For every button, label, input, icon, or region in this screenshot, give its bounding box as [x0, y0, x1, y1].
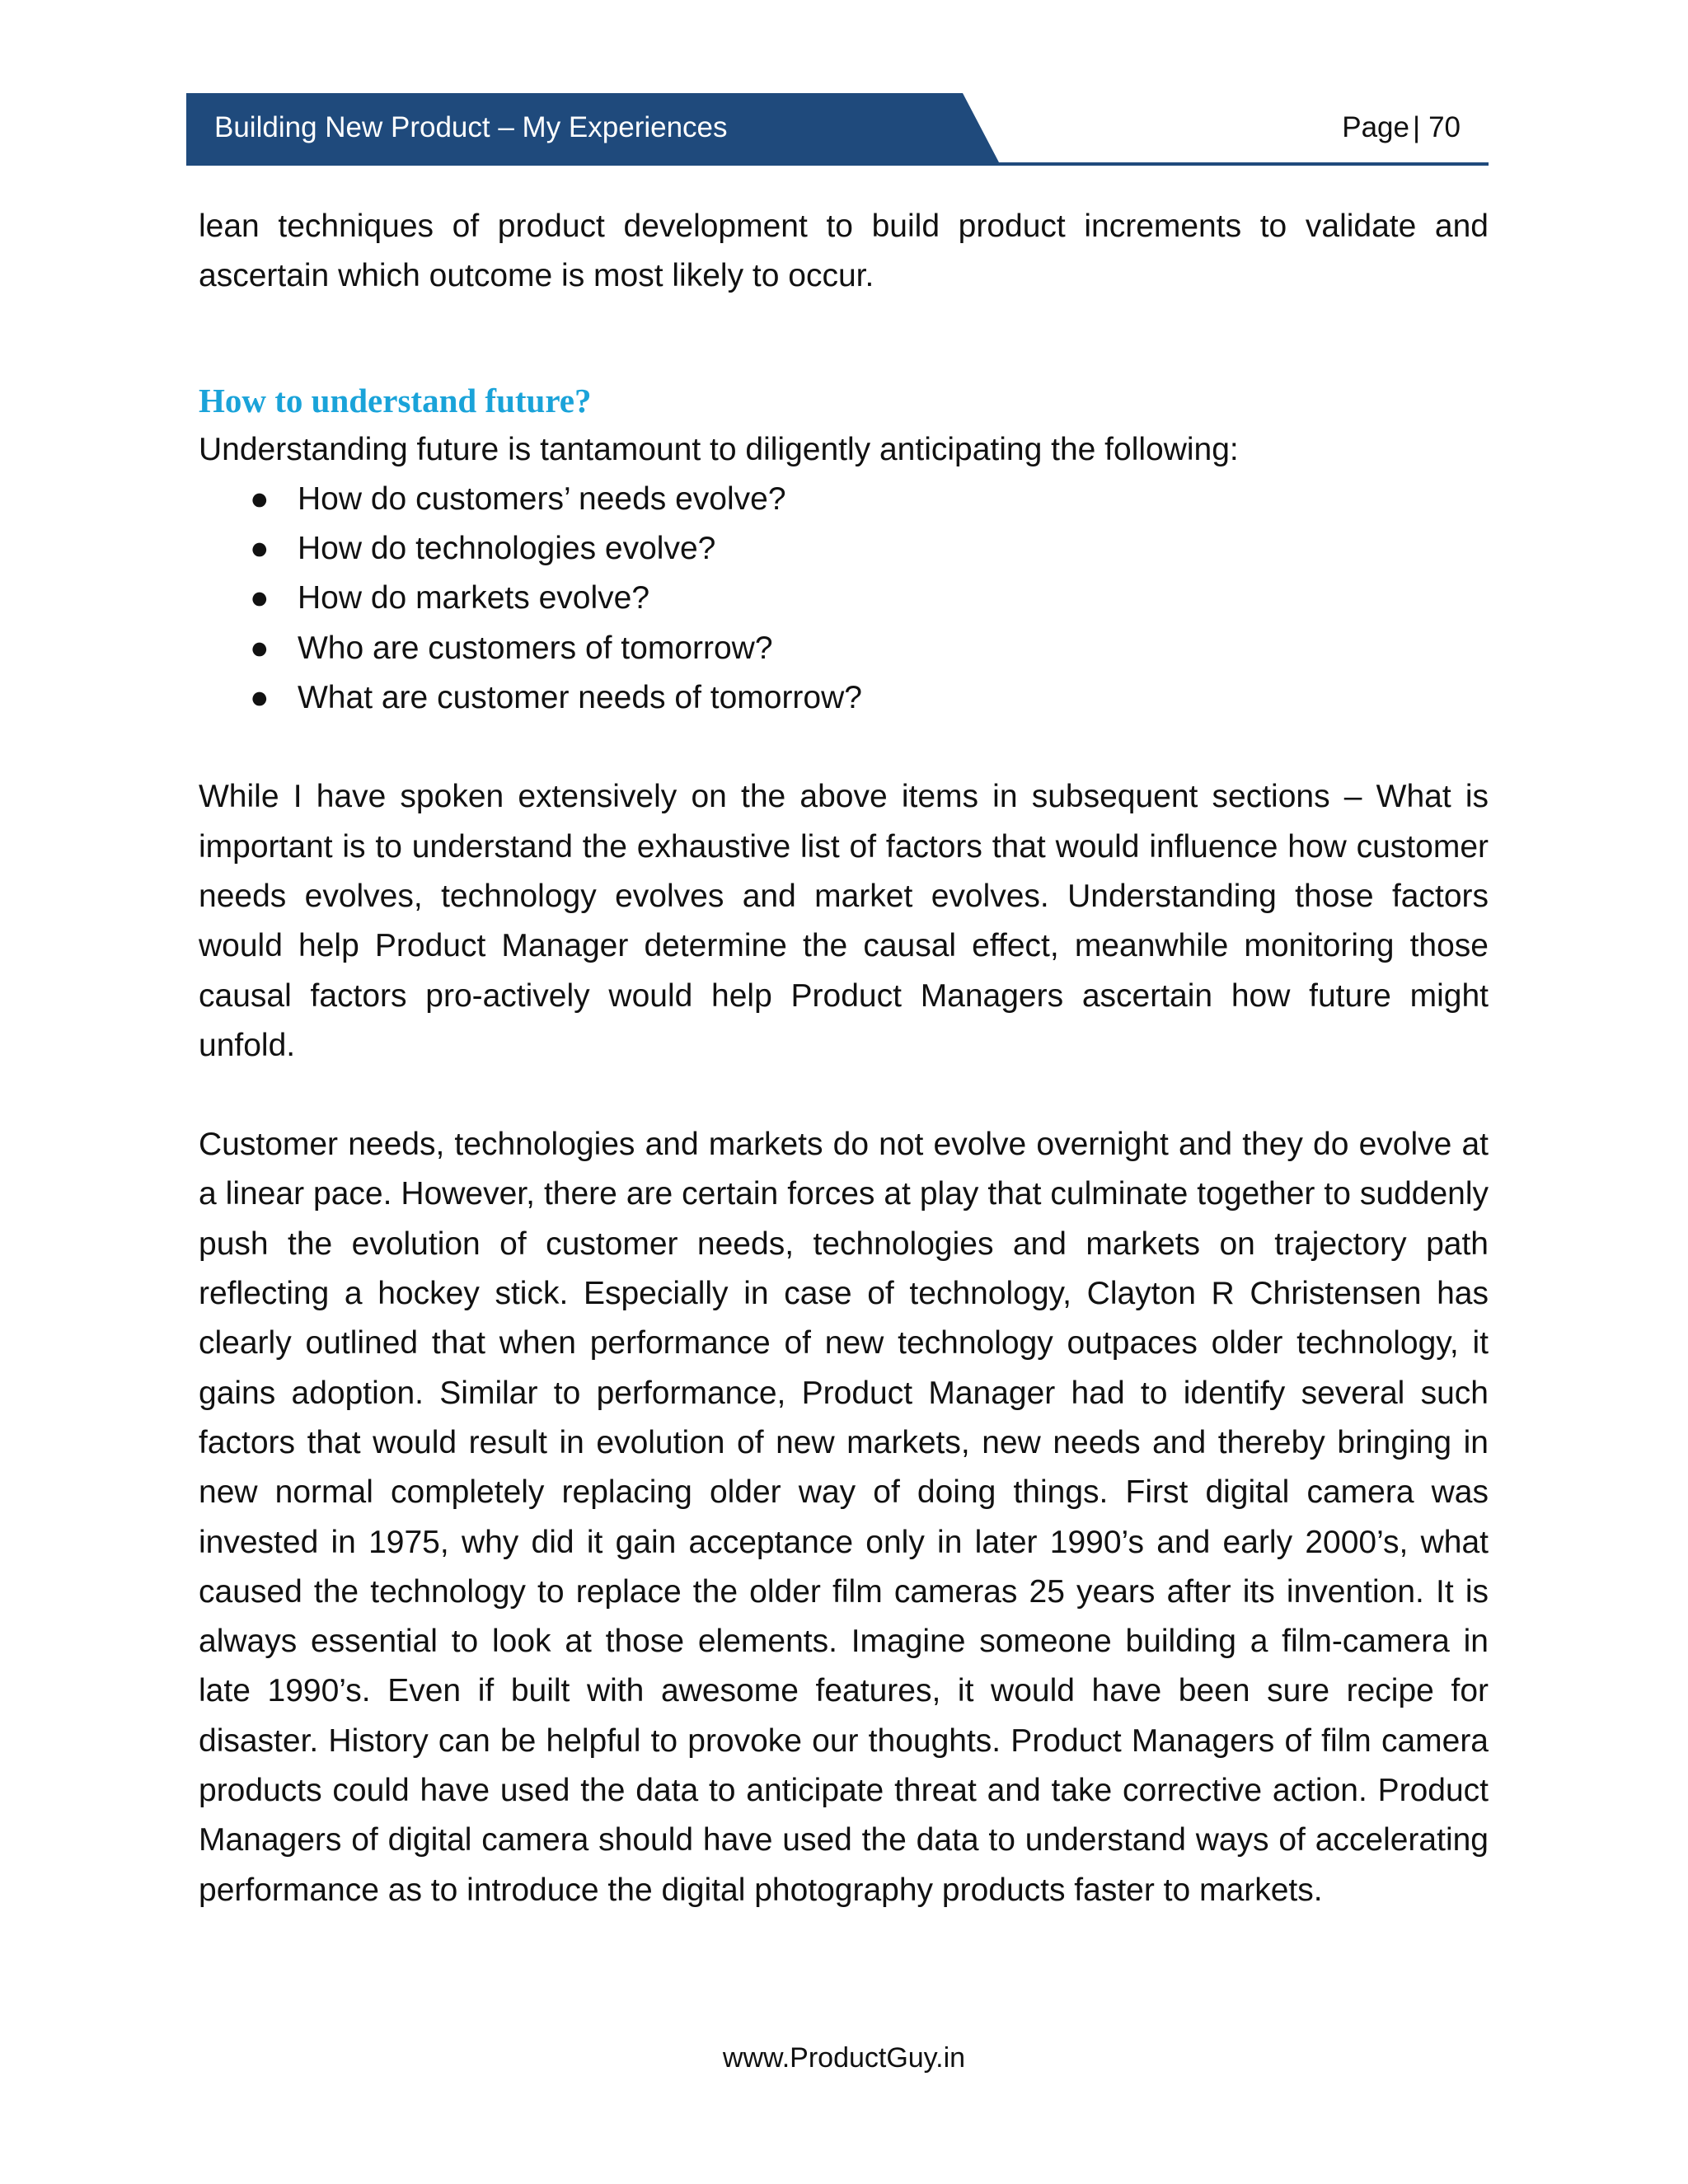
spacer	[199, 302, 1489, 376]
footer-url: www.ProductGuy.in	[722, 2042, 966, 2074]
bullet-icon: ●	[250, 630, 270, 666]
list-item-text: What are customer needs of tomorrow?	[298, 680, 862, 716]
section-heading: How to understand future?	[199, 381, 592, 419]
body-paragraph-factors: While I have spoken extensively on the above items in subsequent sections – What is important is to understand the exhaustive list of factors that would influence how customer needs evolves, technology evolves and market evolves. Understanding those factors would help Product Manager determine the causal effect, meanwhile monitoring those causal factors pro-actively would help Product Managers ascertain how future might unfold.	[199, 779, 1489, 1063]
list-item	[199, 624, 1489, 673]
spacer	[199, 723, 1489, 772]
list-item	[199, 475, 1489, 524]
bullet-icon: ●	[250, 680, 270, 716]
list-item	[199, 524, 1489, 574]
page-header	[186, 93, 1489, 166]
bullet-icon: ●	[250, 580, 270, 616]
list-item	[199, 673, 1489, 723]
lead-sentence: Understanding future is tantamount to diligently anticipating the following:	[199, 431, 1239, 467]
page-indicator	[1342, 111, 1461, 144]
list-item	[199, 574, 1489, 623]
list-item-text: How do markets evolve?	[298, 580, 650, 616]
body-paragraph-evolution: Customer needs, technologies and markets do not evolve overnight and they do evolve at a linear pace. However, there are certain forces at play that culminate together to suddenly push the evolution of customer needs, technologies and markets on trajectory path reflecting a hockey stick. Especially in case of technology, Clayton R Christensen has clearly outlined that when performance of new technology outpaces older technology, it gains adoption. Similar to performance, Product Manager had to identify several such factors that would result in evolution of new markets, new needs and thereby bringing in new normal completely replacing older way of doing things. First digital camera was invested in 1975, why did it gain acceptance only in later 1990’s and early 2000’s, what caused the technology to replace the older film cameras 25 years after its invention. It is always essential to look at those elements. Imagine someone building a film-camera in late 1990’s. Even if built with awesome features, it would have been sure recipe for disaster. History can be helpful to provoke our thoughts. Product Managers of film camera products could have used the data to anticipate threat and take corrective action. Product Managers of digital camera should have used the data to understand ways of accelerating performance as to introduce the digital photography products faster to markets.	[199, 1127, 1489, 1908]
list-item-text: Who are customers of tomorrow?	[298, 630, 773, 666]
running-title: Building New Product – My Experiences	[214, 111, 728, 143]
list-item-text: How do customers’ needs evolve?	[298, 480, 786, 517]
spacer	[199, 1071, 1489, 1120]
page-separator: |	[1412, 111, 1421, 143]
intro-paragraph: lean techniques of product development to build product increments to validate and ascertain which outcome is most likely to occur.	[199, 209, 1489, 294]
page-label: Page	[1342, 111, 1409, 143]
page-number: 70	[1428, 111, 1461, 143]
page-body	[199, 202, 1489, 1915]
bullet-icon: ●	[250, 531, 270, 567]
list-item-text: How do technologies evolve?	[298, 531, 716, 567]
bullet-list	[199, 475, 1489, 723]
bullet-icon: ●	[250, 480, 270, 517]
